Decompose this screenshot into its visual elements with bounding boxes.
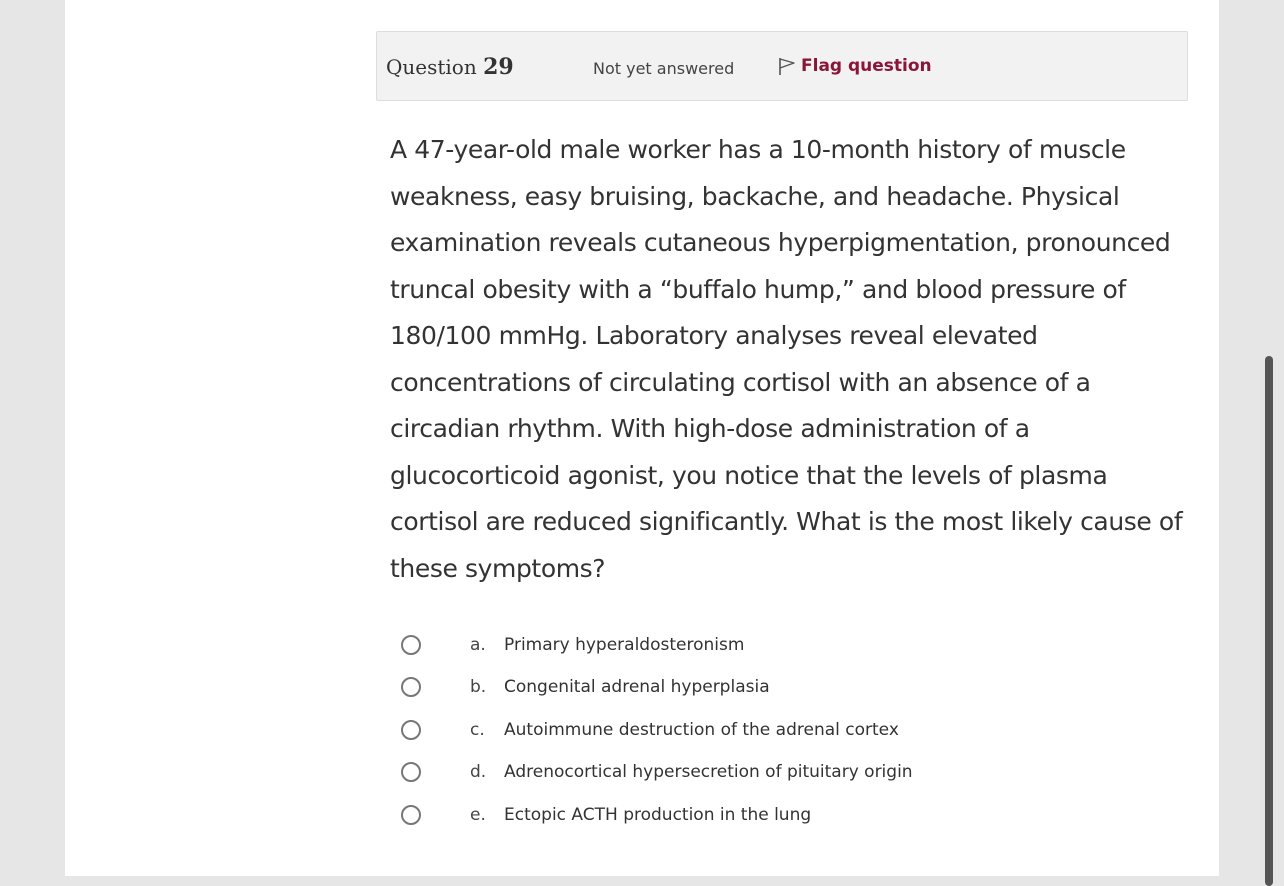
- answer-option-e[interactable]: [400, 795, 1000, 835]
- answer-text: Autoimmune destruction of the adrenal cortex: [504, 720, 899, 740]
- scrollbar-thumb[interactable]: [1265, 356, 1273, 886]
- answer-option-a[interactable]: [400, 625, 1000, 665]
- answer-option-b[interactable]: [400, 667, 1000, 707]
- answer-option-d[interactable]: [400, 752, 1000, 792]
- radio-unchecked-icon[interactable]: [401, 677, 421, 697]
- question-number: 29: [483, 54, 514, 80]
- answer-letter: d.: [470, 762, 487, 782]
- question-label: [386, 54, 514, 80]
- answer-text: Primary hyperaldosteronism: [504, 635, 745, 655]
- answer-text: Congenital adrenal hyperplasia: [504, 677, 770, 697]
- answer-text: Adrenocortical hypersecretion of pituitary origin: [504, 762, 913, 782]
- radio-unchecked-icon[interactable]: [401, 762, 421, 782]
- scrollbar[interactable]: [1262, 0, 1276, 876]
- flag-question-button[interactable]: [777, 56, 932, 76]
- answer-letter: a.: [470, 635, 486, 655]
- answer-letter: b.: [470, 677, 487, 697]
- answer-letter: e.: [470, 805, 486, 825]
- radio-unchecked-icon[interactable]: [401, 805, 421, 825]
- flag-icon: [777, 56, 797, 76]
- answer-option-c[interactable]: [400, 710, 1000, 750]
- question-state: Not yet answered: [593, 59, 735, 78]
- answer-letter: c.: [470, 720, 485, 740]
- answer-text: Ectopic ACTH production in the lung: [504, 805, 812, 825]
- question-text: A 47-year-old male worker has a 10-month history of muscle weakness, easy bruising, backache, and headache. Physical examination reveals cutaneous hyperpigmentation, pronounced truncal obesity with a “buffalo hump,” and blood pressure of 180/100 mmHg. Laboratory analyses reveal elevated concentrations of circulating cortisol with an absence of a circadian rhythm. With high-dose administration of a glucocorticoid agonist, you notice that the levels of plasma cortisol are reduced significantly. What is the most likely cause of these symptoms?: [390, 135, 1183, 583]
- question-label-text: Question: [386, 55, 477, 79]
- question-info-box: [376, 31, 1188, 101]
- radio-unchecked-icon[interactable]: [401, 635, 421, 655]
- flag-question-label: Flag question: [801, 56, 932, 76]
- radio-unchecked-icon[interactable]: [401, 720, 421, 740]
